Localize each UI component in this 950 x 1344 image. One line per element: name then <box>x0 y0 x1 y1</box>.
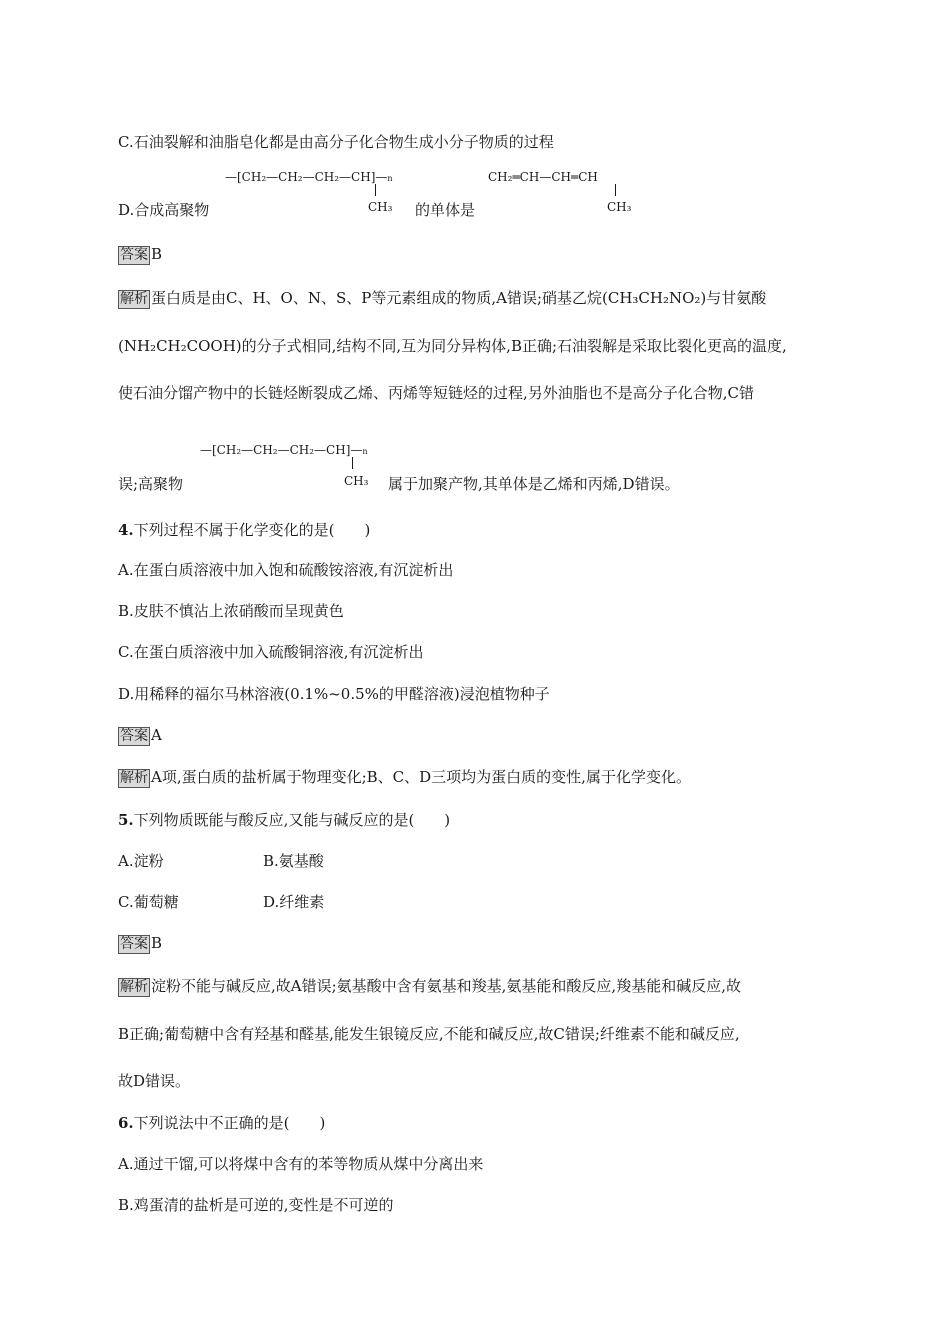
monomer-branch-bond <box>615 184 616 196</box>
q4-option-c: C.在蛋白质溶液中加入硫酸铜溶液,有沉淀析出 <box>118 643 424 661</box>
answer-tag: 答案 <box>120 936 148 952</box>
q3-option-c: C.石油裂解和油脂皂化都是由高分子化合物生成小分子物质的过程 <box>118 133 554 151</box>
analysis-text: A项,蛋白质的盐析属于物理变化;B、C、D三项均为蛋白质的变性,属于化学变化。 <box>151 768 691 786</box>
question-number: 4. <box>118 521 134 539</box>
question-text: 下列物质既能与酸反应,又能与碱反应的是( ) <box>133 811 451 829</box>
q6-option-a: A.通过干馏,可以将煤中含有的苯等物质从煤中分离出来 <box>118 1155 484 1173</box>
polymer-n: n <box>387 174 393 183</box>
q4-option-a: A.在蛋白质溶液中加入饱和硫酸铵溶液,有沉淀析出 <box>118 561 454 579</box>
q3-option-d-mid: 的单体是 <box>415 201 476 219</box>
q5-analysis-line-1 <box>118 976 741 997</box>
analysis-polymer-structure <box>200 443 368 459</box>
analysis-text: 淀粉不能与碱反应,故A错误;氨基酸中含有氨基和羧基,氨基能和酸反应,羧基能和碱反应,故 <box>151 977 741 995</box>
analysis-tag: 解析 <box>120 291 148 307</box>
q5-answer <box>118 933 162 954</box>
q5-option-b: B.氨基酸 <box>263 852 324 870</box>
polymer-branch: CH₃ <box>368 200 393 214</box>
analysis-polymer-branch-bond <box>352 457 353 469</box>
analysis-tag: 解析 <box>120 979 148 995</box>
q4-analysis <box>118 767 691 788</box>
question-number: 6. <box>118 1114 134 1132</box>
q6-stem <box>118 1113 325 1133</box>
answer-value: A <box>151 726 162 744</box>
polymer-chain: —[CH₂—CH₂—CH₂—CH]— <box>225 170 388 184</box>
question-text: 下列过程不属于化学变化的是( ) <box>133 521 371 539</box>
q4-answer <box>118 725 162 746</box>
q3-analysis-line-4-suffix: 属于加聚产物,其单体是乙烯和丙烯,D错误。 <box>388 475 680 493</box>
answer-tag: 答案 <box>120 247 148 263</box>
polymer-structure <box>225 170 393 186</box>
monomer-branch: CH₃ <box>607 200 632 214</box>
q3-option-d-prefix: D.合成高聚物 <box>118 201 210 219</box>
q5-stem <box>118 810 450 830</box>
polymer-branch-bond <box>375 184 376 196</box>
q5-analysis-line-2: B正确;葡萄糖中含有羟基和醛基,能发生银镜反应,不能和碱反应,故C错误;纤维素不能和碱反应, <box>118 1025 740 1043</box>
q3-analysis-line-3: 使石油分馏产物中的长链烃断裂成乙烯、丙烯等短链烃的过程,另外油脂也不是高分子化合物,C错 <box>118 384 755 402</box>
analysis-polymer-n: n <box>362 447 368 456</box>
question-number: 5. <box>118 811 134 829</box>
analysis-text: 蛋白质是由C、H、O、N、S、P等元素组成的物质,A错误;硝基乙烷(CH₃CH₂NO₂)与甘氨酸 <box>151 289 767 307</box>
q5-option-c: C.葡萄糖 <box>118 893 179 911</box>
q5-option-a: A.淀粉 <box>118 852 164 870</box>
question-text: 下列说法中不正确的是( ) <box>133 1114 326 1132</box>
q3-answer <box>118 244 162 265</box>
q3-analysis-line-4-prefix: 误;高聚物 <box>118 475 184 493</box>
answer-value: B <box>151 245 163 263</box>
answer-value: B <box>151 934 163 952</box>
analysis-polymer-chain: —[CH₂—CH₂—CH₂—CH]— <box>200 443 363 457</box>
q4-stem <box>118 520 370 540</box>
analysis-tag: 解析 <box>120 770 148 786</box>
q4-option-b: B.皮肤不慎沾上浓硝酸而呈现黄色 <box>118 602 344 620</box>
q4-option-d: D.用稀释的福尔马林溶液(0.1%~0.5%的甲醛溶液)浸泡植物种子 <box>118 685 550 703</box>
answer-tag: 答案 <box>120 728 148 744</box>
q6-option-b: B.鸡蛋清的盐析是可逆的,变性是不可逆的 <box>118 1196 394 1214</box>
q5-analysis-line-3: 故D错误。 <box>118 1072 191 1090</box>
q3-analysis-line-1 <box>118 288 766 309</box>
monomer-structure: CH₂═CH—CH═CH <box>488 170 598 184</box>
analysis-polymer-branch: CH₃ <box>344 474 369 488</box>
q3-analysis-line-2: (NH₂CH₂COOH)的分子式相同,结构不同,互为同分异构体,B正确;石油裂解是采取比裂化更高的温度, <box>118 337 787 355</box>
q5-option-d: D.纤维素 <box>263 893 325 911</box>
